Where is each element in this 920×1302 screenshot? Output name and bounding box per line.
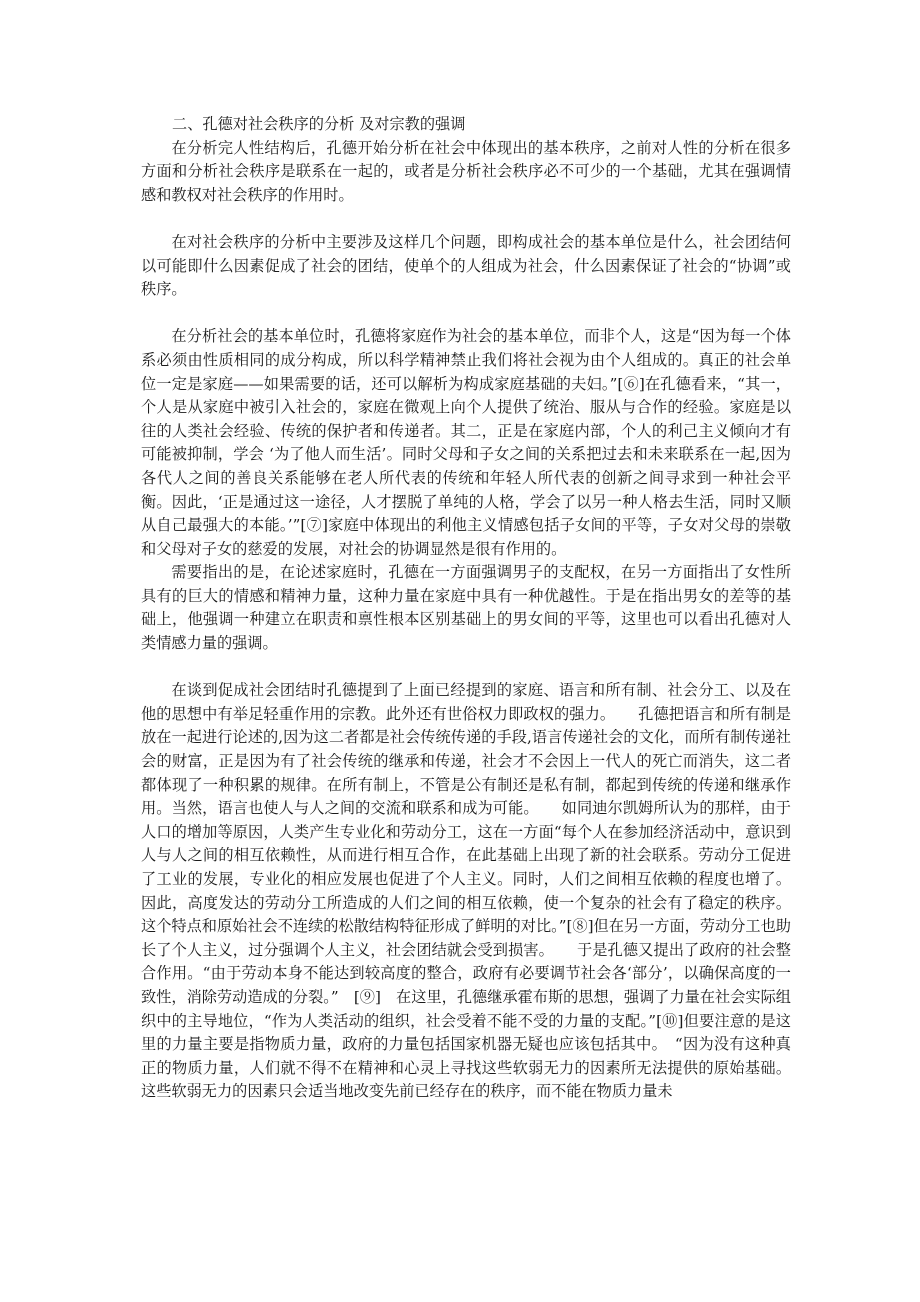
- paragraph: 在谈到促成社会团结时孔德提到了上面已经提到的家庭、语言和所有制、社会分工、以及在他的思想中有举足轻重作用的宗教。此外还有世俗权力即政权的强力。 孔德把语言和所有制是放在一起进行论述的,因为这二者都是社会传统传递的手段,语言传递社会的文化，而所有制传递社会的财富，正是因为有了社会传统的继承和传递，社会才不会因上一代人的死亡而消失，这二者都体现了一种积累的规律。在所有制上，不管是公有制还是私有制，都起到传统的传递和继承作用。当然，语言也使人与人之间的交流和联系和成为可能。 如同迪尔凯姆所认为的那样，由于人口的增加等原因，人类产生专业化和劳动分工，这在一方面“每个人在参加经济活动中，意识到人与人之间的相互依赖性，从而进行相互合作，在此基础上出现了新的社会联系。劳动分工促进了工业的发展，专业化的相应发展也促进了个人主义。同时，人们之间相互依赖的程度也增了。因此，高度发达的劳动分工所造成的人们之间的相互依赖，使一个复杂的社会有了稳定的秩序。这个特点和原始社会不连续的松散结构特征形成了鲜明的对比。”[⑧]但在另一方面，劳动分工也助长了个人主义，过分强调个人主义，社会团结就会受到损害。 于是孔德又提出了政府的社会整合作用。“由于劳动本身不能达到较高度的整合，政府有必要调节社会各‘部分’，以确保高度的一致性，消除劳动造成的分裂。” [⑨] 在这里，孔德继承霍布斯的思想，强调了力量在社会实际组织中的主导地位，“作为人类活动的组织，社会受着不能不受的力量的支配。”[⑩]但要注意的是这里的力量主要是指物质力量，政府的力量包括国家机器无疑也应该包括其中。 “因为没有这种真正的物质力量，人们就不得不在精神和心灵上寻找这些软弱无力的因素所无法提供的原始基础。这些软弱无力的因素只会适当地改变先前已经存在的秩序，而不能在物质力量未: [141, 681, 791, 1101]
- paragraph: 在分析完人性结构后，孔德开始分析在社会中体现出的基本秩序，之前对人性的分析在很多方面和分析社会秩序是联系在一起的，或者是分析社会秩序必不可少的一个基础，尤其在强调情感和教权对社会秩序的作用时。: [141, 138, 791, 204]
- paragraph: 需要指出的是，在论述家庭时，孔德在一方面强调男子的支配权，在另一方面指出了女性所具有的巨大的情感和精神力量，这种力量在家庭中具有一种优越性。于是在指出男女的差等的基础上，他强调一种建立在职责和禀性根本区别基础上的男女间的平等，这里也可以看出孔德对人类情感力量的强调。: [141, 563, 791, 653]
- paragraph-gap: [141, 207, 791, 231]
- paragraph: 在对社会秩序的分析中主要涉及这样几个问题，即构成社会的基本单位是什么，社会团结何以可能即什么因素促成了社会的团结，使单个的人组成为社会，什么因素保证了社会的“协调”或秩序。: [141, 232, 791, 299]
- section-heading: 二、孔德对社会秩序的分析 及对宗教的强调: [172, 115, 466, 133]
- paragraph: 在分析社会的基本单位时，孔德将家庭作为社会的基本单位，而非个人，这是“因为每一个体系必须由性质相同的成分构成，所以科学精神禁止我们将社会视为由个人组成的。真正的社会单位一定是家庭——如果需要的话，还可以解析为构成家庭基础的夫妇。”[⑥]在孔德看来，“其一，个人是从家庭中被引入社会的，家庭在微观上向个人提供了统治、服从与合作的经验。家庭是以往的人类社会经验、传统的保护者和传递者。其二，正是在家庭内部，个人的利己主义倾向才有可能被抑制，学会 ‘为了他人而生活’。同时父母和子女之间的关系把过去和未来联系在一起,因为各代人之间的善良关系能够在老人所代表的传统和年轻人所代表的创新之间寻求到一种社会平衡。因此，‘正是通过这一途径，人才摆脱了单纯的人格，学会了以另一种人格去生活，同时又顺从自己最强大的本能。’”[⑦]家庭中体现出的利他主义情感包括子女间的平等，子女对父母的崇敬和父母对子女的慈爱的发展，对社会的协调显然是很有作用的。: [141, 327, 791, 558]
- paragraph-gap: [141, 656, 791, 680]
- paragraph-gap: [141, 302, 791, 326]
- document-body: [141, 113, 791, 1104]
